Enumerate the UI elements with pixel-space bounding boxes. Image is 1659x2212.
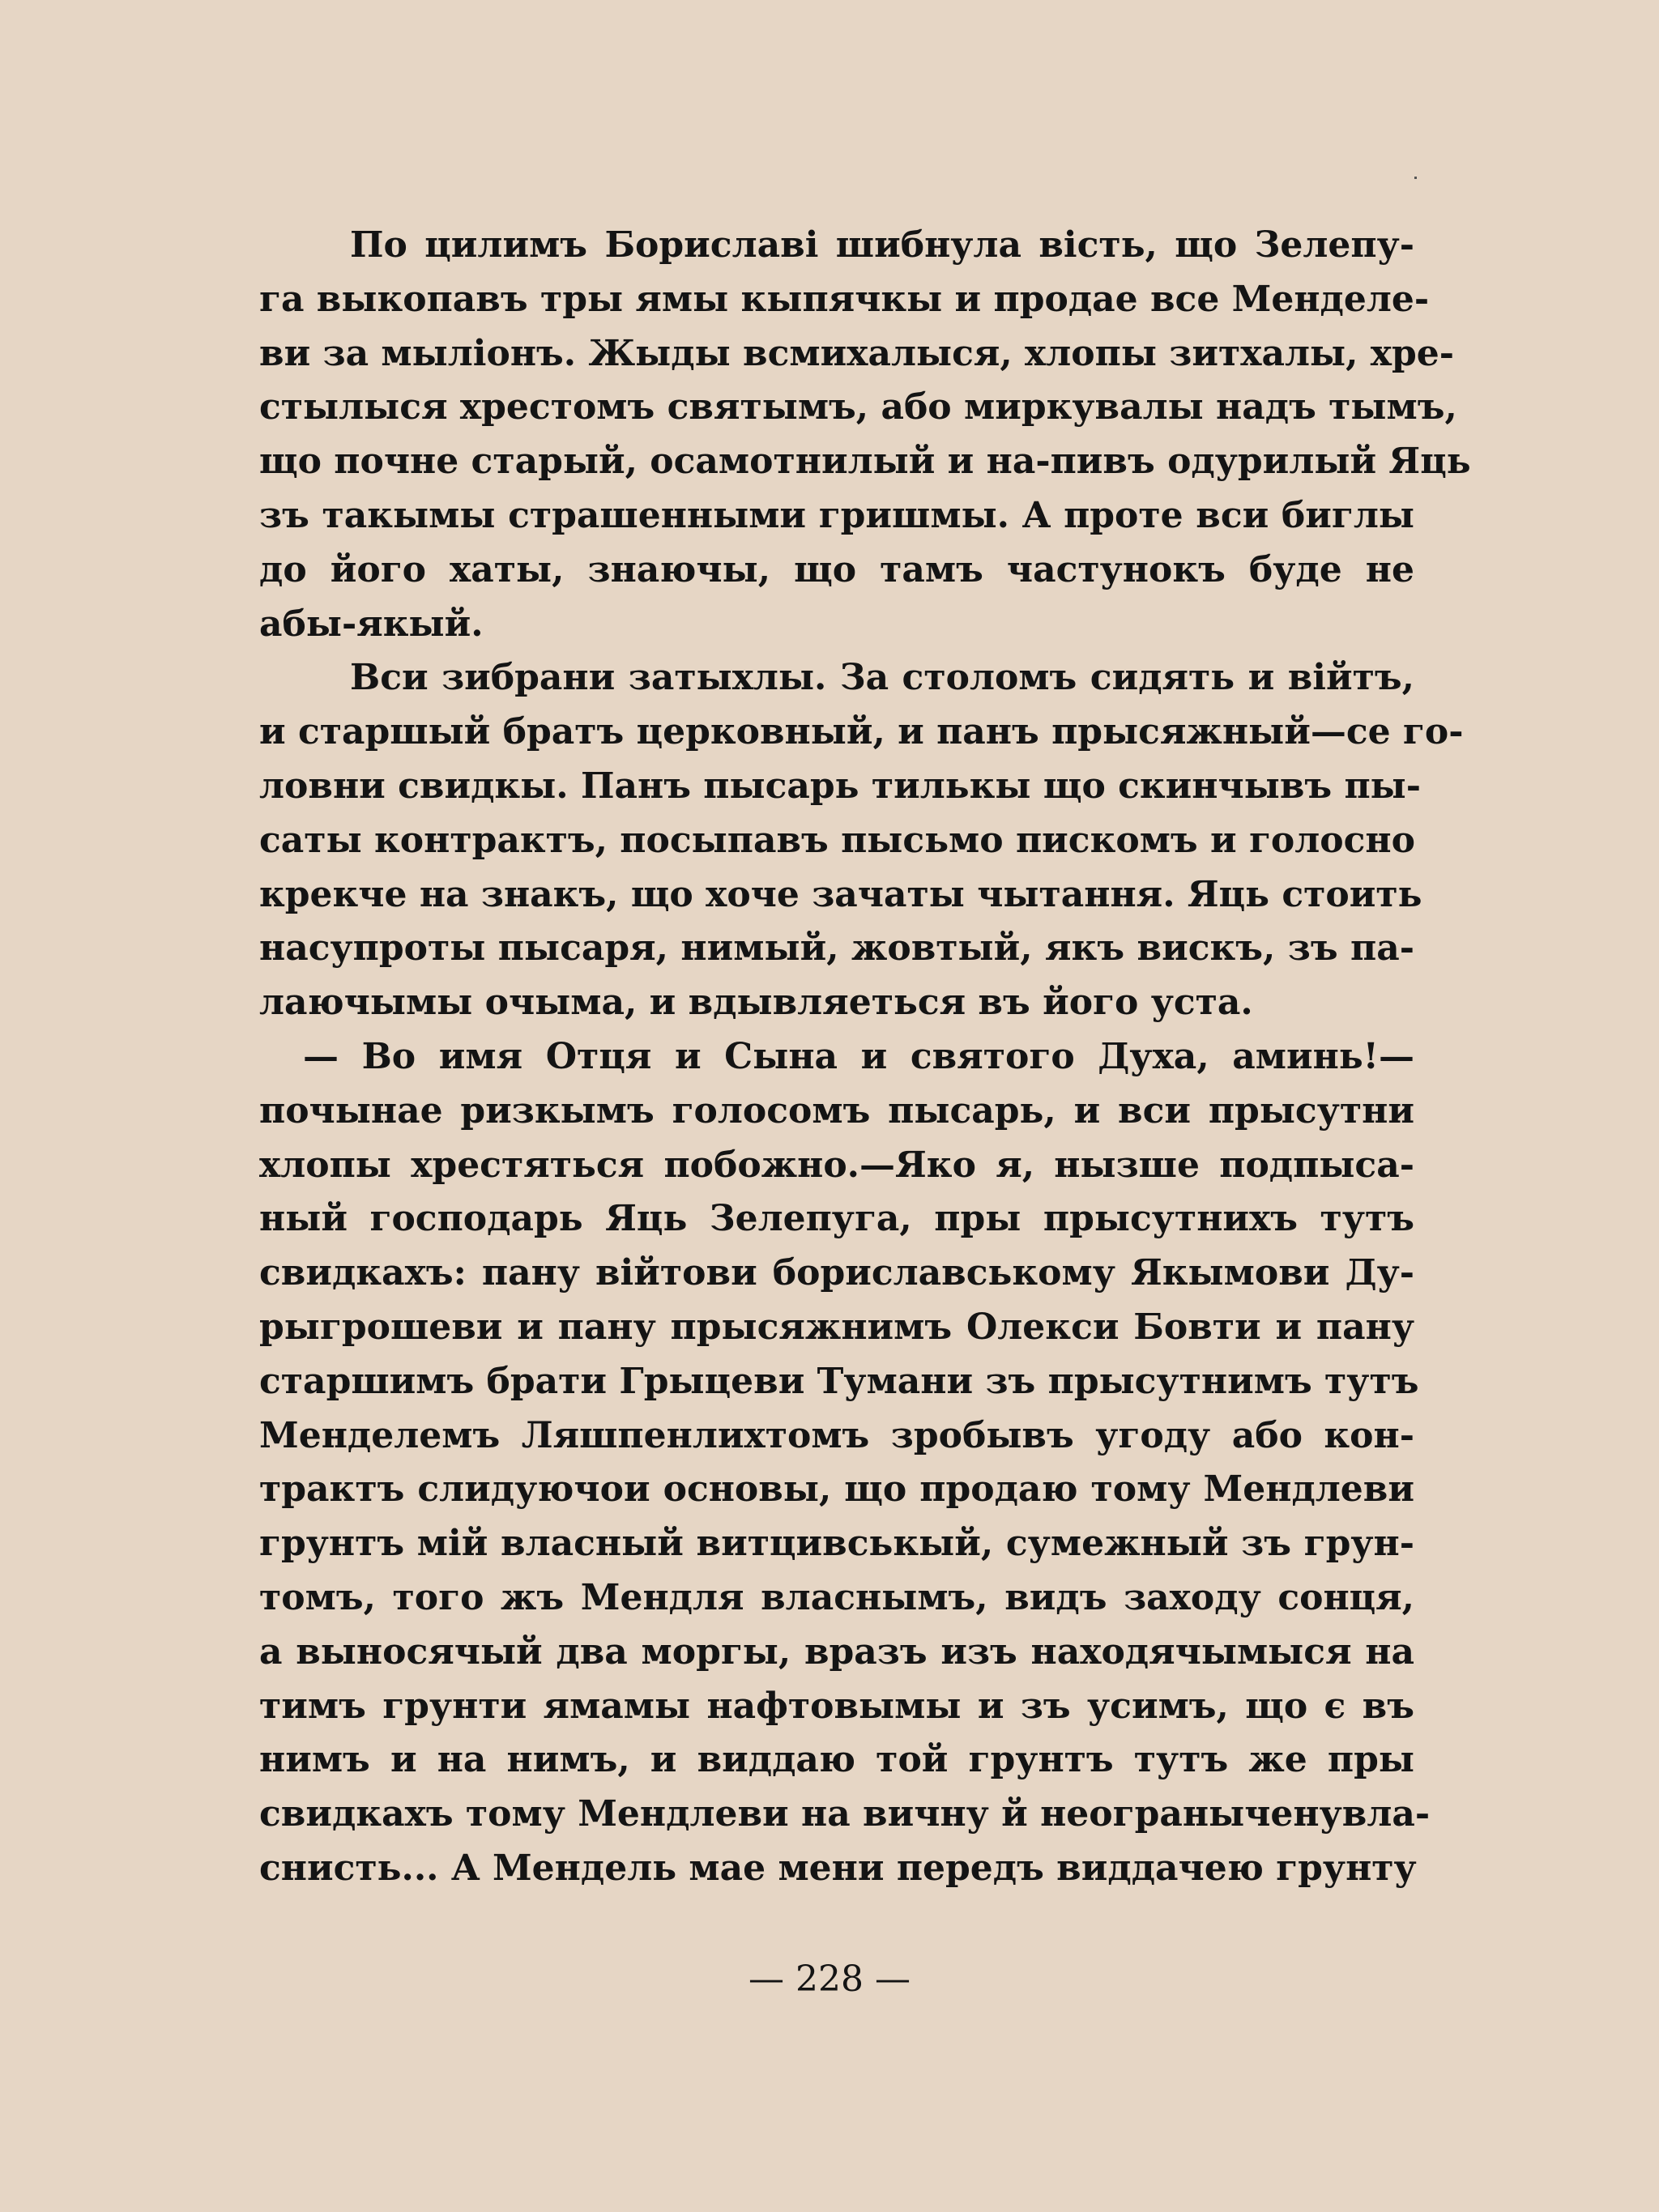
text-line: абы-якый. bbox=[259, 603, 484, 645]
text-line: що почне старый, осамотнилый и на-пивъ одурилый Яць bbox=[259, 441, 1471, 483]
text-line: ви за мыліонъ. Жыды всмихалыся, хлопы зитхалы, хре- bbox=[259, 332, 1455, 374]
text-line: а выносячый два моргы, вразъ изъ находячымыся на bbox=[259, 1630, 1414, 1673]
page-number: — 228 — bbox=[748, 1958, 911, 2000]
text-line: саты контрактъ, посыпавъ пысьмо пискомъ и голосно bbox=[259, 819, 1415, 861]
text-line: тимъ грунти ямамы нафтовымы и зъ усимъ, що є въ bbox=[259, 1685, 1414, 1727]
text-line: трактъ слидуючои основы, що продаю тому Мендлеви bbox=[259, 1468, 1414, 1511]
text-line: ный господарь Яць Зелепуга, пры прысутнихъ тутъ bbox=[259, 1198, 1414, 1240]
text-line: стылыся хрестомъ святымъ, або миркувалы надъ тымъ, bbox=[259, 386, 1457, 428]
text-line: По цилимъ Бориславі шибнула вість, що Зелепу- bbox=[350, 224, 1414, 266]
text-line: нимъ и на нимъ, и виддаю той грунтъ тутъ же пры bbox=[259, 1739, 1414, 1781]
text-line: крекче на знакъ, що хоче зачаты чытання. Яць стоить bbox=[259, 873, 1422, 915]
text-line: насупроты пысаря, нимый, жовтый, якъ вискъ, зъ па- bbox=[259, 927, 1414, 970]
body-text bbox=[259, 219, 1471, 1896]
text-line: грунтъ мій власный витцивськый, сумежный зъ грун- bbox=[259, 1523, 1414, 1565]
text-line: почынае ризкымъ голосомъ пысарь, и вси прысутни bbox=[259, 1089, 1414, 1132]
text-line: старшимъ брати Грыцеви Тумани зъ прысутнимъ тутъ bbox=[259, 1360, 1419, 1402]
text-line: зъ такымы страшенными гришмы. А проте вси биглы bbox=[259, 494, 1414, 536]
text-line: снисть... А Мендель мае мени передъ виддачею грунту bbox=[259, 1847, 1417, 1889]
text-line: Менделемъ Ляшпенлихтомъ зробывъ угоду або кон- bbox=[259, 1414, 1414, 1456]
text-line: рыгрошеви и пану прысяжнимъ Олекси Бовти и пану bbox=[259, 1306, 1414, 1348]
text-line: ловни свидкы. Панъ пысарь тилькы що скинчывъ пы- bbox=[259, 765, 1422, 807]
text-line: до його хаты, знаючы, що тамъ частунокъ буде не bbox=[259, 548, 1414, 590]
text-line: томъ, того жъ Мендля власнымъ, видъ заходу сонця, bbox=[259, 1576, 1414, 1618]
text-line: лаючымы очыма, и вдывляеться въ його уста. bbox=[259, 982, 1253, 1024]
text-line: га выкопавъ тры ямы кыпячкы и продае все Менделе- bbox=[259, 278, 1430, 320]
text-line: Вси зибрани затыхлы. За столомъ сидять и війтъ, bbox=[350, 657, 1414, 699]
text-line: свидкахъ тому Мендлеви на вичну й неограныченувла- bbox=[259, 1793, 1431, 1835]
text-line: хлопы хрестяться побожно.—Яко я, нызше подпыса- bbox=[259, 1144, 1414, 1186]
ink-speck bbox=[1414, 177, 1417, 179]
text-line: — Во имя Отця и Сына и святого Духа, аминь!— bbox=[303, 1035, 1414, 1077]
text-line: и старшый братъ церковный, и панъ прысяжный—се го- bbox=[259, 711, 1464, 753]
text-line: свидкахъ: пану війтови бориславському Якымови Ду- bbox=[259, 1252, 1414, 1294]
